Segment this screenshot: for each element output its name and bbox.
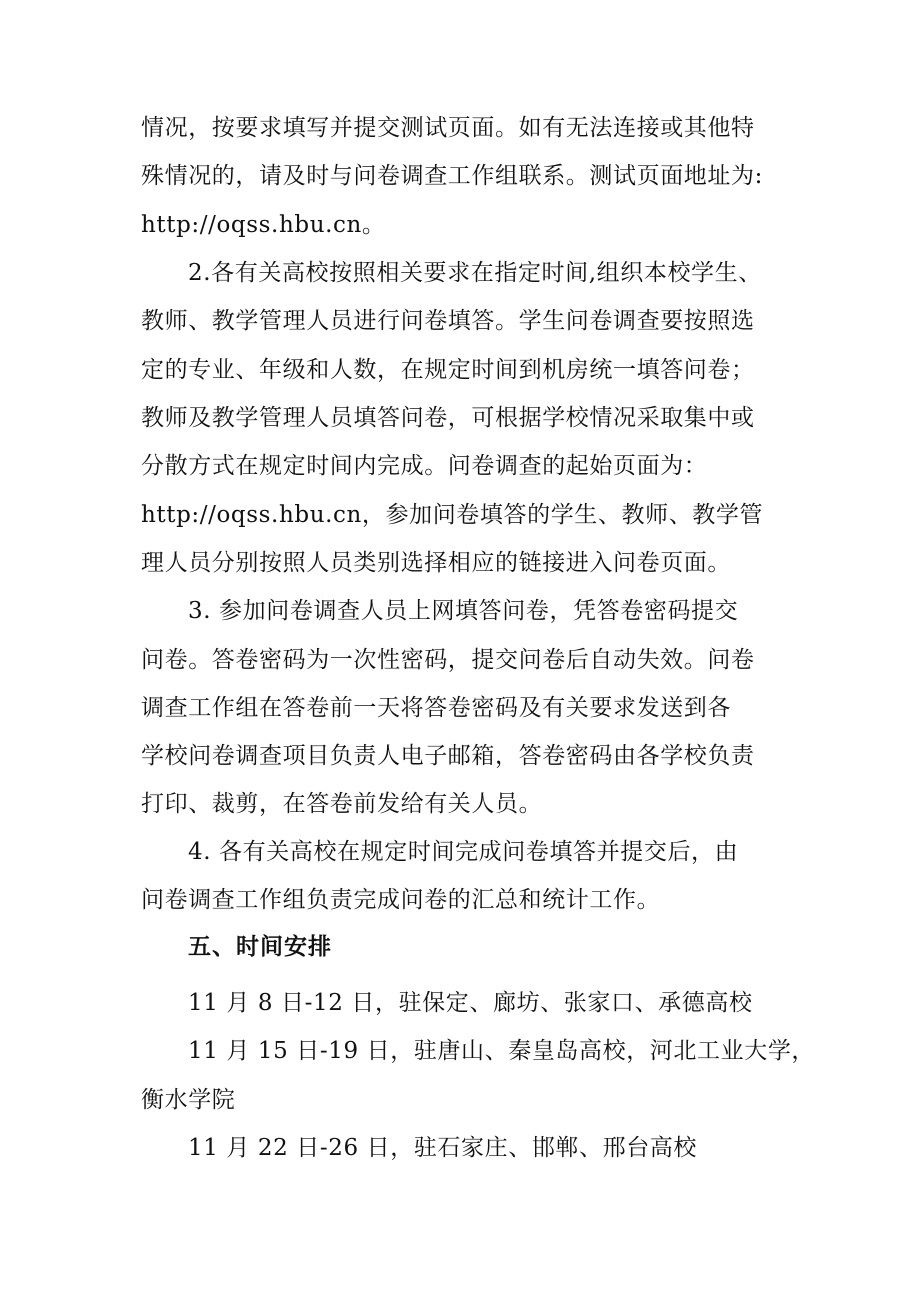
text-line: 教师及教学管理人员填答问卷，可根据学校情况采取集中或 [141, 405, 755, 431]
text-line: 定的专业、年级和人数，在规定时间到机房统一填答问卷； [141, 357, 755, 383]
paragraph-item-3-start: 3. 参加问卷调查人员上网填答问卷，凭答卷密码提交 [188, 598, 739, 624]
text-line: 打印、裁剪，在答卷前发给有关人员。 [141, 791, 543, 817]
schedule-item: 11 月 15 日-19 日，驻唐山、秦皇岛高校，河北工业大学， [188, 1038, 816, 1064]
text-line: 衡水学院 [141, 1087, 236, 1113]
text-line: 分散方式在规定时间内完成。问卷调查的起始页面为： [141, 453, 708, 479]
paragraph-item-2-start: 2.各有关高校按照相关要求在指定时间,组织本校学生、 [188, 260, 762, 286]
text-line: 理人员分别按照人员类别选择相应的链接进入问卷页面。 [141, 550, 731, 576]
schedule-item: 11 月 22 日-26 日，驻石家庄、邯郸、邢台高校 [188, 1135, 698, 1161]
text-line: 问卷调查工作组负责完成问卷的汇总和统计工作。 [141, 887, 661, 913]
schedule-item: 11 月 8 日-12 日，驻保定、廊坊、张家口、承德高校 [188, 990, 753, 1016]
text-line: 学校问卷调查项目负责人电子邮箱，答卷密码由各学校负责 [141, 743, 755, 769]
text-line: 教师、教学管理人员进行问卷填答。学生问卷调查要按照选 [141, 308, 755, 334]
text-line: 情况，按要求填写并提交测试页面。如有无法连接或其他特 [141, 115, 755, 141]
text-line: 调查工作组在答卷前一天将答卷密码及有关要求发送到各 [141, 695, 731, 721]
text-line: http://oqss.hbu.cn。 [141, 212, 386, 238]
section-heading: 五、时间安排 [188, 933, 332, 960]
text-line: http://oqss.hbu.cn，参加问卷填答的学生、教师、教学管 [141, 502, 764, 528]
text-line: 殊情况的，请及时与问卷调查工作组联系。测试页面地址为: [141, 163, 763, 189]
paragraph-item-4-start: 4. 各有关高校在规定时间完成问卷填答并提交后，由 [188, 839, 739, 865]
text-line: 问卷。答卷密码为一次性密码，提交问卷后自动失效。问卷 [141, 647, 755, 673]
